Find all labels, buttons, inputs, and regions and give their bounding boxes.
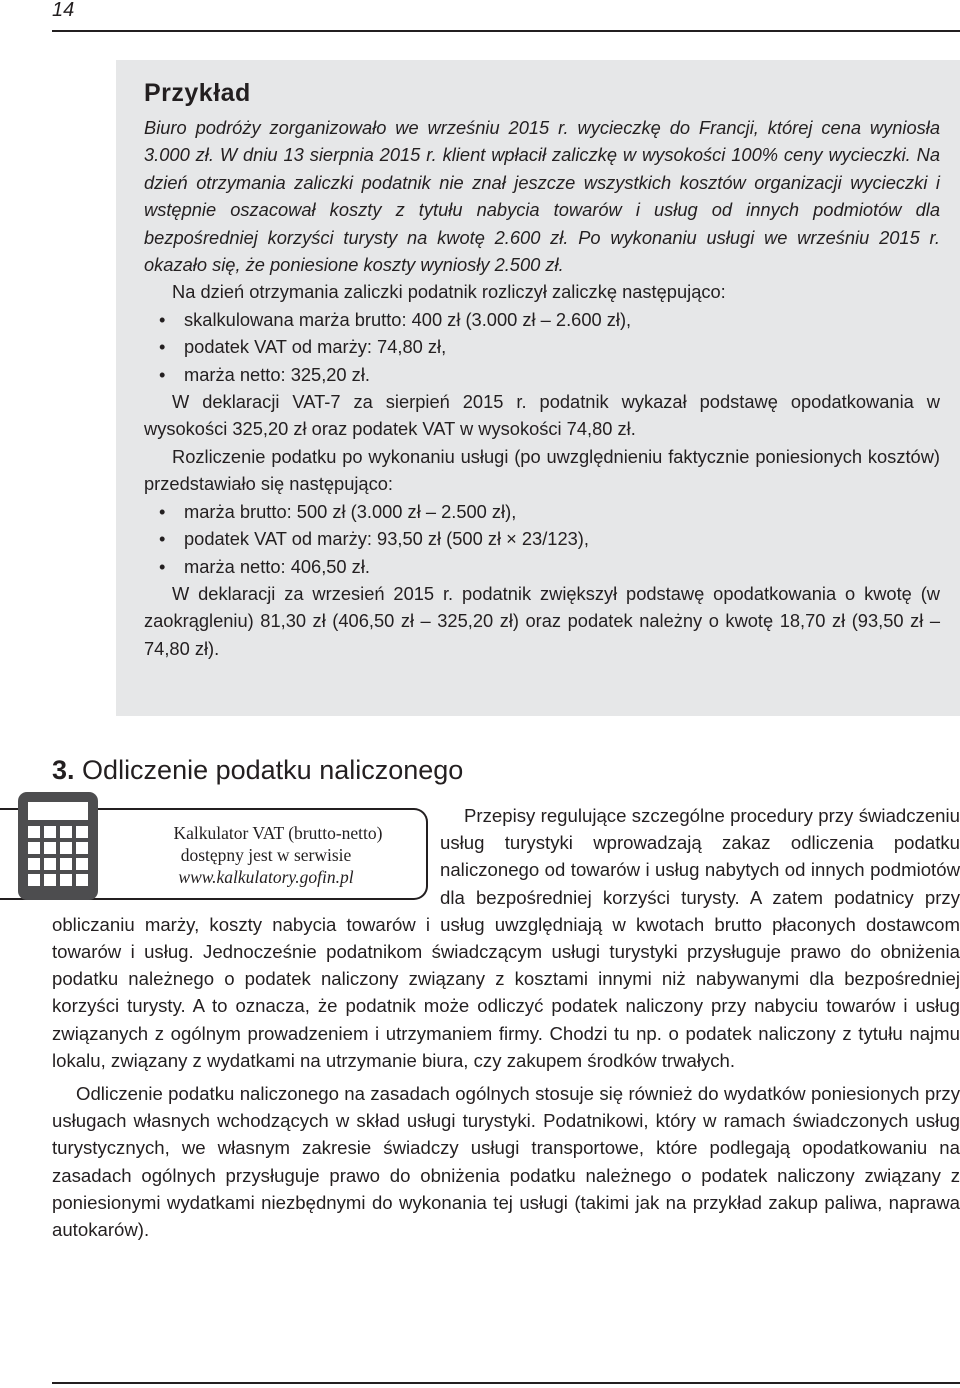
example-box [116,60,960,716]
page-number: 14 [52,0,75,21]
list-item: • marża netto: 406,50 zł. [184,553,940,580]
section-paragraph-2: Odliczenie podatku naliczonego na zasadach ogólnych stosuje się również do wydatków poniesionych przy usługach własnych wchodzących w skład usługi turystyki. Podatnikowi, który w ramach świadczonych usług turystycznych, we własnym zakresie świadczy usługi transportowe, które podlegają opodatkowaniu na zasadach ogólnych przysługuje prawo do obniżenia podatku należnego o podatek naliczony związany z poniesionymi wydatkami niezbędnymi do wykonania tej usługi (takimi jak na przykład zakup paliwa, naprawa autokarów). [52,1083,960,1241]
bottom-rule [52,1382,960,1384]
list-item: • podatek VAT od marży: 74,80 zł, [184,333,940,360]
settlement-intro: Rozliczenie podatku po wykonaniu usługi (po uwzględnieniu faktycznie poniesionych kosztów) przedstawiało się następująco: [144,445,940,495]
section-heading [52,752,960,788]
calculator-callout[interactable] [0,808,428,900]
example-intro: Biuro podróży zorganizowało we wrześniu 2015 r. wycieczkę do Francji, której cena wyniosła 3.000 zł. W dniu 13 sierpnia 2015 r. klient wpłacił zaliczkę w wysokości 100% ceny wycieczki. Na dzień otrzymania zaliczki podatnik nie znał jeszcze wszystkich kosztów organizacji wycieczki i wstępnie oszacował koszty z tytułu nabycia towarów i usług od innych podmiotów dla bezpośredniej korzyści turysty na kwotę 2.600 zł. Po wykonaniu usługi we wrześniu 2015 r. okazało się, że poniesione koszty wyniosły 2.500 zł. [144,117,940,276]
advance-intro: Na dzień otrzymania zaliczki podatnik rozliczył zaliczkę następująco: [172,281,726,303]
calculator-keys [28,826,88,886]
example-title: Przykład [144,79,251,107]
advance-list [144,306,940,388]
list-item: • podatek VAT od marży: 93,50 zł (500 zł × 23/123), [184,525,940,552]
august-declaration: W deklaracji VAT-7 za sierpień 2015 r. podatnik wykazał podstawę opodatkowania w wysokości 325,20 zł oraz podatek VAT w wysokości 74,80 zł. [144,391,940,440]
section-paragraph-1 [52,802,960,1074]
top-rule [52,30,960,32]
callout-line-2: dostępny jest w serwisie [180,845,352,865]
callout-line-1: Kalkulator VAT (brutto-netto) [173,823,383,843]
list-item: • marża netto: 325,20 zł. [184,361,940,388]
section-deduction [52,752,960,1243]
section-number: 3. [52,755,75,785]
callout-text [116,822,416,888]
list-item: • skalkulowana marża brutto: 400 zł (3.000 zł – 2.600 zł), [184,306,940,333]
callout-url-link[interactable]: www.kalkulatory.gofin.pl [178,867,354,887]
list-item: • marża brutto: 500 zł (3.000 zł – 2.500 zł), [184,498,940,525]
settlement-list [144,498,940,580]
september-declaration: W deklaracji za wrzesień 2015 r. podatnik zwiększył podstawę opodatkowania o kwotę (w zaokrągleniu) 81,30 zł (406,50 zł – 325,20 zł) oraz podatek należny o kwotę 18,70 zł (93,50 zł – 74,80 zł). [144,582,940,659]
section-title: Odliczenie podatku naliczonego [82,755,464,785]
calculator-screen [28,802,88,820]
calculator-icon [18,792,98,900]
section-paragraph-1-text: Przepisy regulujące szczególne procedury przy świadczeniu usług turystyki wprowadzają zakaz odliczenia podatku naliczonego od towarów i usług nabytych od innych podmiotów dla bezpośredniej korzyści turysty. A zatem podatnicy przy obliczaniu marży, koszty nabycia towarów i usług uwzględniają w kwotach brutto płaconych dostawcom towarów i usług. Jednocześnie podatnikom świadczącym usługi turystyki przysługuje prawo do obniżenia podatku należnego o podatek naliczony związany z kosztami innymi niż nabywanymi dla bezpośredniej korzyści turysty. A to oznacza, że podatnik może odliczyć podatek naliczony przy nabyciu towarów i usług związanych z ogólnym prowadzeniem i utrzymaniem firmy. Chodzi tu np. o podatek naliczony z tytułu najmu lokalu, związany z wydatkami na utrzymanie biura, czy zakupem środków trwałych. [52,805,960,1071]
